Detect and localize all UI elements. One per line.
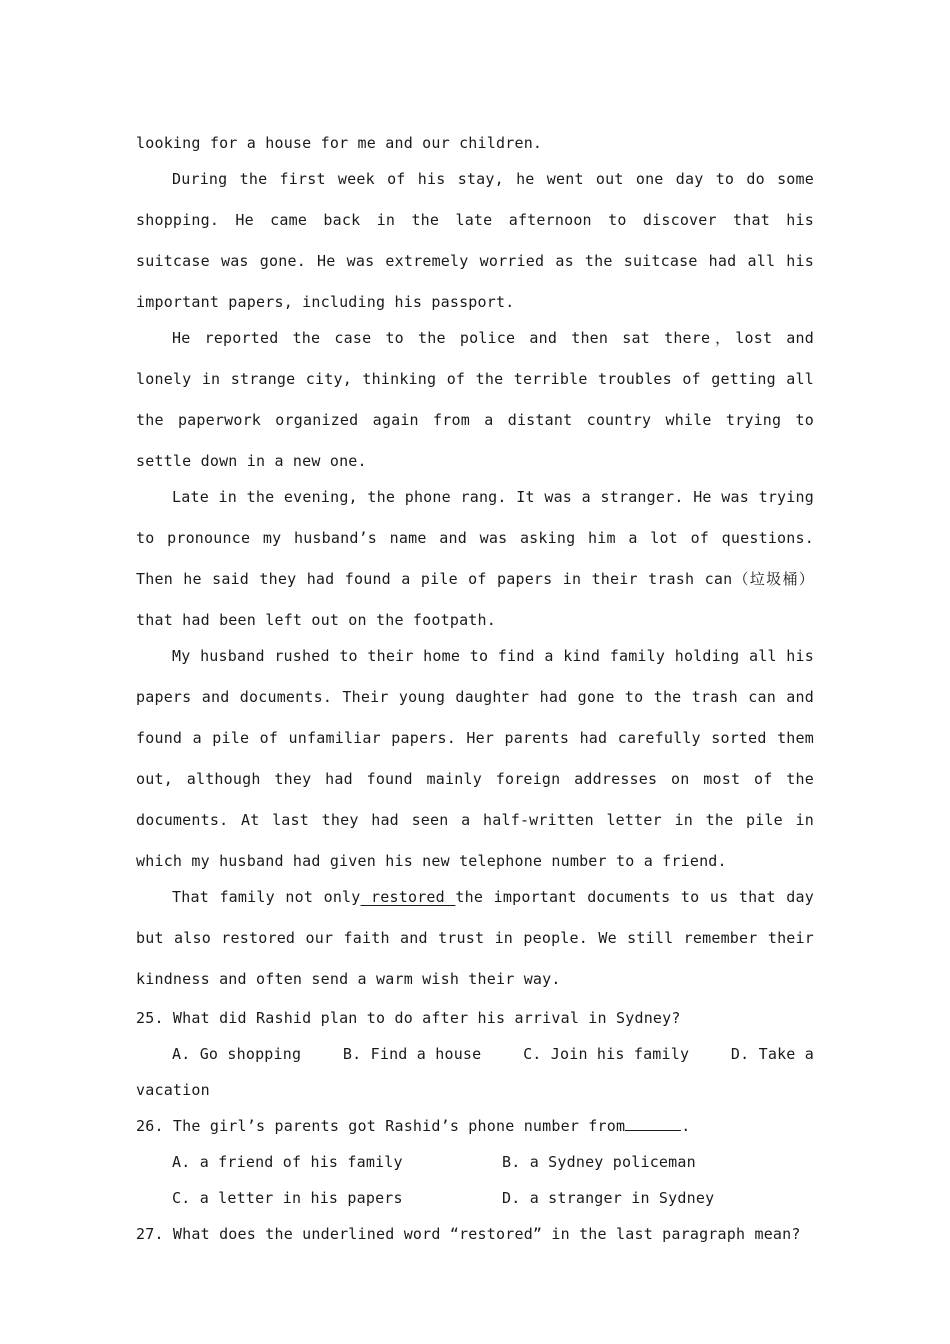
option-25-c: C. Join his family [523,1045,690,1063]
question-26 [136,1108,814,1216]
question-25-options [136,1036,814,1072]
option-26-d: D. a stranger in Sydney [502,1189,715,1207]
paragraph-5-start: That family not only [172,888,361,906]
question-27-stem: 27. What does the underlined word “restored” in the last paragraph mean? [136,1225,801,1243]
question-26-stem-text: 26. The girl’s parents got Rashid’s phone number from [136,1117,626,1135]
option-26-c: C. a letter in his papers [172,1189,403,1207]
option-26-b: B. a Sydney policeman [502,1153,696,1171]
paragraph-4: My husband rushed to their home to find a kind family holding all his papers and documents. Their young daughter had gone to the trash can and found a pile of unfamiliar papers. Her parents had carefully sorted them out, although they had found mainly foreign addresses on most of the documents. At last they had seen a half-written letter in the pile in which my husband had given his new telephone number to a friend. [136,647,814,870]
paragraph-3: Late in the evening, the phone rang. It was a stranger. He was trying to pronounce my husband’s name and was asking him a lot of questions. Then he said they had found a pile of papers in their trash can（垃圾桶）that had been left out on the footpath. [136,488,814,629]
option-25-d: D. Take a [730,1045,814,1063]
question-25-stem: 25. What did Rashid plan to do after his arrival in Sydney? [136,1009,681,1027]
paragraph-5 [136,877,814,1000]
paragraph-1: During the first week of his stay, he went out one day to do some shopping. He came back in the late afternoon to discover that his suitcase was gone. He was extremely worried as the suitcase had all his important papers, including his passport. [136,170,814,311]
answer-blank [625,1116,681,1131]
paragraph-5-end: the important documents to us that day but also restored our faith and trust in people. We still remember their kindness and often send a warm wish their way. [136,888,814,988]
question-27 [136,1216,814,1252]
question-26-stem [136,1108,814,1144]
option-25-d-continuation: vacation [136,1081,210,1099]
option-25-a: A. Go shopping [172,1045,302,1063]
option-25-b: B. Find a house [342,1045,482,1063]
question-25 [136,1000,814,1108]
paragraph-0: looking for a house for me and our children. [136,134,543,152]
document-page [136,123,814,1252]
paragraph-2: He reported the case to the police and then sat there，lost and lonely in strange city, thinking of the terrible troubles of getting all the paperwork organized again from a distant country while trying to settle down in a new one. [136,329,814,470]
question-26-options [136,1144,814,1216]
option-26-a: A. a friend of his family [172,1153,403,1171]
underlined-word-restored: restored [360,888,456,906]
question-26-stem-end: . [681,1117,691,1135]
